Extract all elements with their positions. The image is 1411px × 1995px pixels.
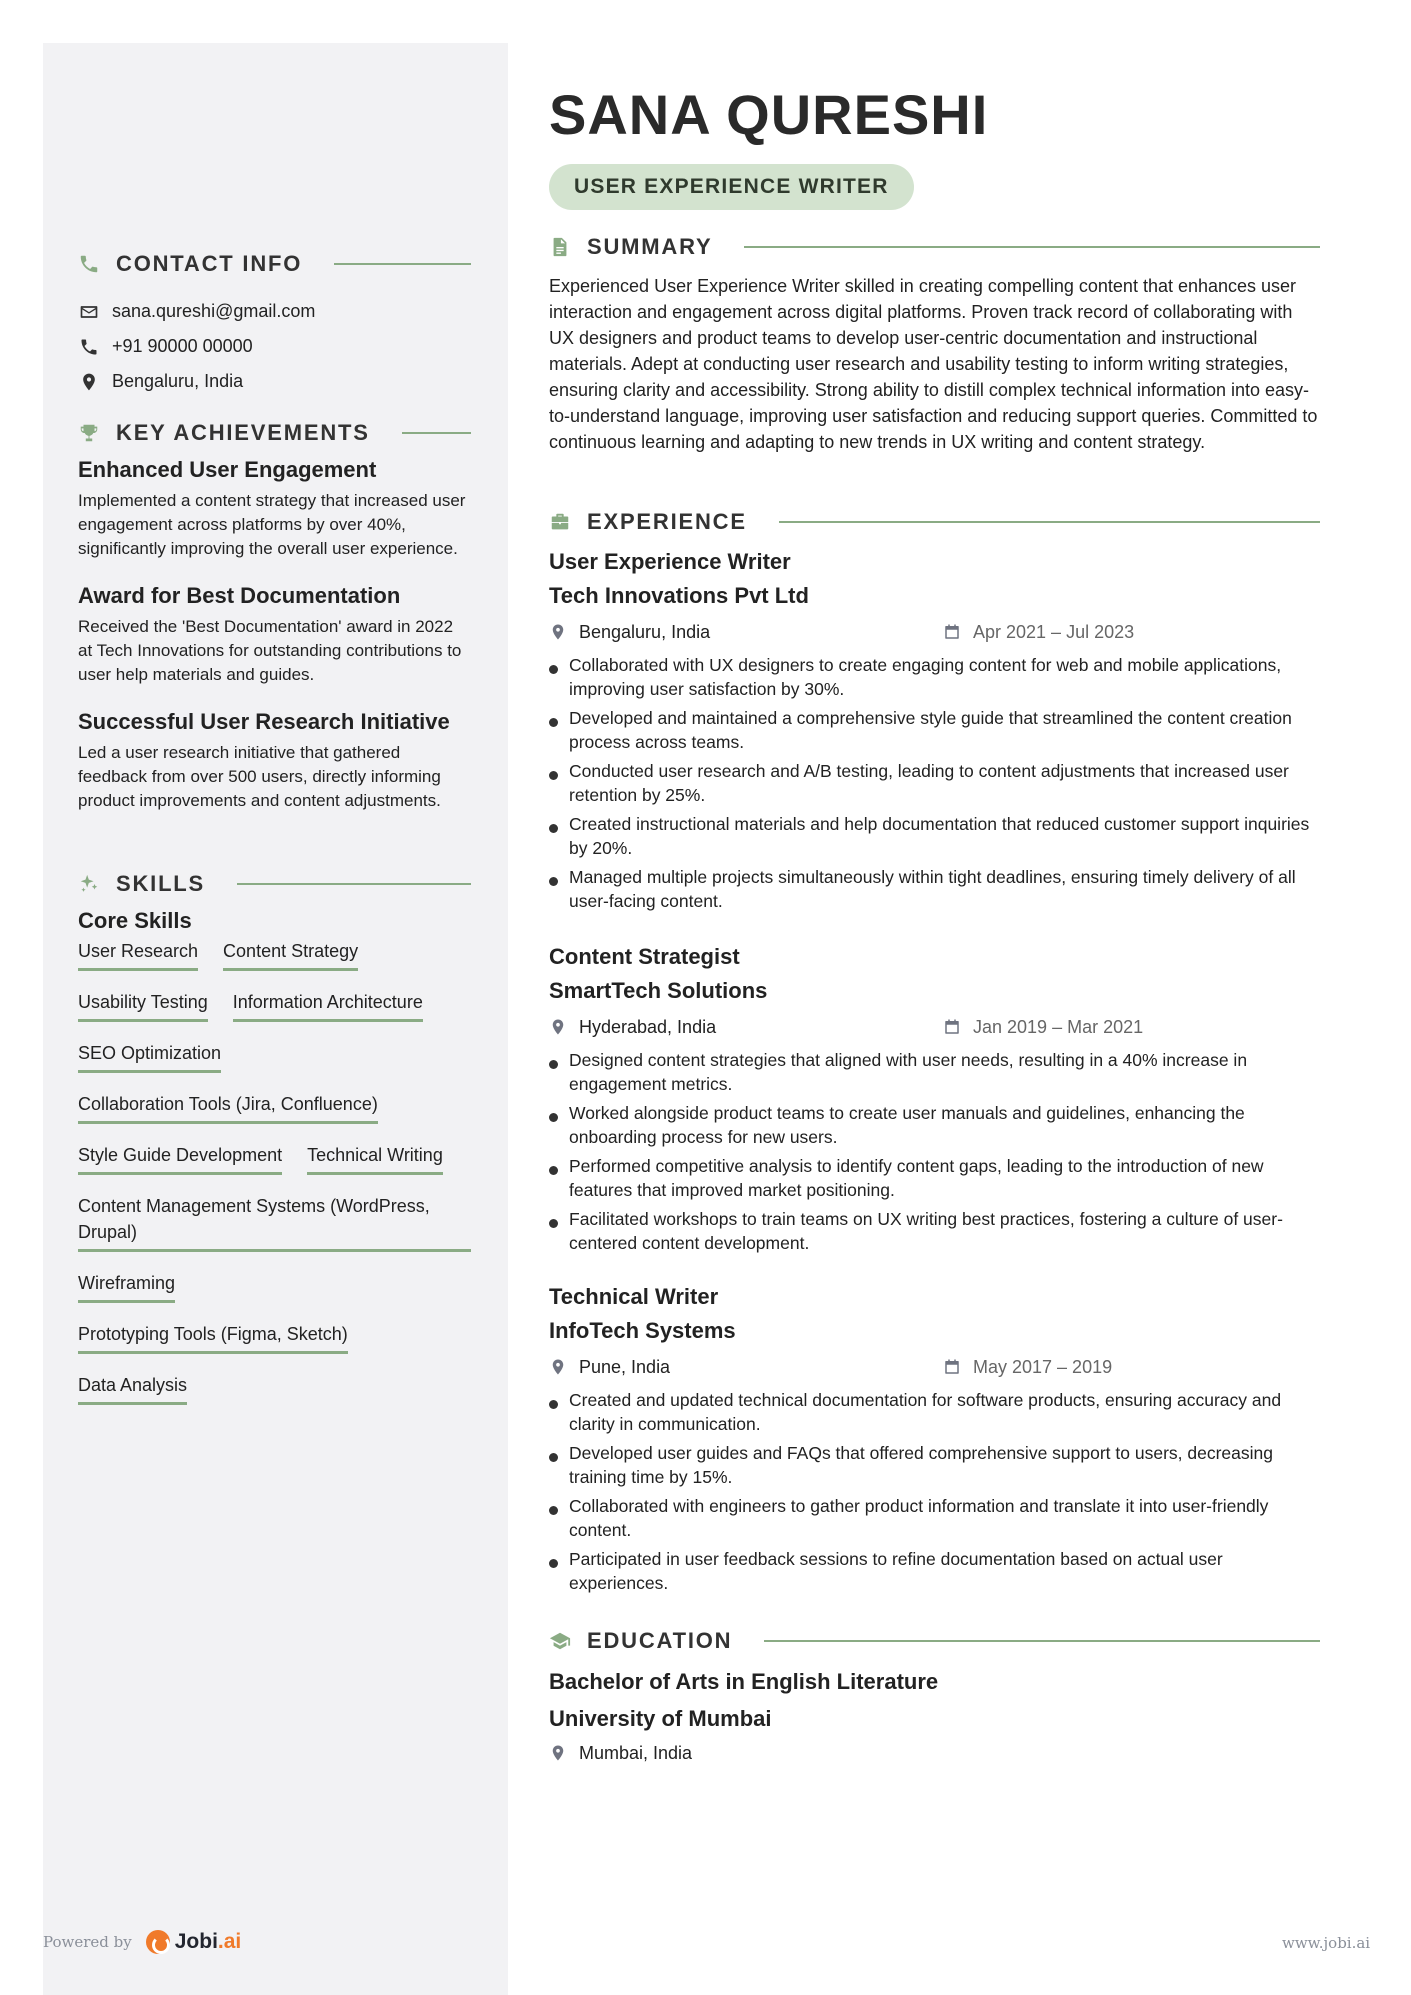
skill-list [78,938,471,1423]
achievement-title: Enhanced User Engagement [78,457,377,482]
education-section-header [549,1626,1320,1656]
job-bullet: Performed competitive analysis to identify content gaps, leading to the introduction of new features that improved market positioning. [549,1154,1320,1202]
briefcase-icon [549,511,571,533]
job-bullet: Managed multiple projects simultaneously within tight deadlines, ensuring timely delivery of all user-facing content. [549,865,1320,913]
summary-heading: SUMMARY [587,234,713,259]
calendar-icon [943,1018,961,1036]
job-bullet: Participated in user feedback sessions to refine documentation based on actual user experiences. [549,1547,1320,1595]
calendar-icon [943,623,961,641]
powered-by-footer [43,1930,241,1954]
skill-tag: User Research [78,938,198,971]
logo-text-suffix: .ai [217,1930,242,1953]
job-dates [943,1017,1143,1038]
jobi-logo[interactable] [146,1930,242,1954]
job-meta [549,617,1320,647]
skills-heading: SKILLS [116,871,206,896]
skill-tag: Wireframing [78,1270,175,1303]
achievement-description: Received the 'Best Documentation' award in 2022 at Tech Innovations for outstanding contributions to user help materials and guides. [78,617,462,684]
location-pin-icon [549,1744,567,1762]
job-bullet: Conducted user research and A/B testing, leading to content adjustments that increased user retention by 25%. [549,759,1320,807]
achievement-item [78,709,471,813]
job-bullets [549,1388,1320,1595]
skill-tag: Style Guide Development [78,1142,282,1175]
location-pin-icon [549,623,567,641]
school: University of Mumbai [549,1706,772,1731]
job-company: SmartTech Solutions [549,978,768,1003]
contact-phone[interactable] [78,329,471,364]
skill-tag: Collaboration Tools (Jira, Confluence) [78,1091,378,1124]
contact-heading: CONTACT INFO [116,251,303,276]
candidate-name: SANA QURESHI [549,83,989,146]
job-dates-text: Jan 2019 – Mar 2021 [973,1016,1144,1037]
phone-icon [78,253,100,275]
job-bullet: Facilitated workshops to train teams on UX writing best practices, fostering a culture of user-centered content development. [549,1207,1320,1255]
achievement-description: Implemented a content strategy that increased user engagement across platforms by over 40%, significantly improving the overall user experience. [78,491,466,558]
sidebar [43,43,508,1995]
phone-text: +91 90000 00000 [112,336,253,356]
logo-text: Jobi [174,1930,218,1953]
job-location-text: Pune, India [579,1356,671,1377]
achievement-item [78,583,471,687]
location-pin-icon [549,1358,567,1376]
job-company: InfoTech Systems [549,1318,736,1343]
education-heading: EDUCATION [587,1628,733,1653]
location-pin-icon [78,371,100,393]
job-entry [549,1280,1320,1600]
skill-tag: Prototyping Tools (Figma, Sketch) [78,1321,348,1354]
location-pin-icon [549,1018,567,1036]
section-divider [764,1640,1320,1642]
job-bullets [549,1048,1320,1255]
jobi-logo-icon [146,1930,170,1954]
section-divider [779,521,1320,523]
skills-section-header [78,869,471,899]
experience-heading: EXPERIENCE [587,509,747,534]
job-title: Technical Writer [549,1284,719,1309]
job-dates-text: May 2017 – 2019 [973,1356,1113,1377]
job-dates [943,622,1134,643]
job-bullet: Created and updated technical documentation for software products, ensuring accuracy and clarity in communication. [549,1388,1320,1436]
job-bullets [549,653,1320,913]
section-divider [744,246,1320,248]
skill-tag: Content Management Systems (WordPress, Drupal) [78,1193,471,1252]
contact-location [78,364,471,399]
achievements-section-header [78,418,471,448]
location-text: Bengaluru, India [112,371,244,391]
job-dates-text: Apr 2021 – Jul 2023 [973,621,1135,642]
section-divider [237,883,471,885]
job-location-text: Bengaluru, India [579,621,711,642]
email-icon [78,301,100,323]
trophy-icon [78,422,100,444]
achievement-item [78,457,471,561]
education-entry [549,1664,1320,1768]
job-entry [549,940,1320,1260]
job-bullet: Collaborated with UX designers to create engaging content for web and mobile applications, improving user satisfaction by 30%. [549,653,1320,701]
achievement-title: Successful User Research Initiative [78,709,450,734]
job-location [549,1357,943,1378]
achievements-heading: KEY ACHIEVEMENTS [116,420,370,445]
job-bullet: Worked alongside product teams to create user manuals and guidelines, enhancing the onboarding process for new users. [549,1101,1320,1149]
job-meta [549,1012,1320,1042]
summary-section-header [549,232,1320,262]
job-title: User Experience Writer [549,549,791,574]
skills-subheading: Core Skills [78,908,192,933]
experience-section-header [549,507,1320,537]
powered-by-label: Powered by [43,1933,132,1951]
job-bullet: Developed and maintained a comprehensive style guide that streamlined the content creation process across teams. [549,706,1320,754]
role-badge: USER EXPERIENCE WRITER [549,164,914,210]
skill-tag: Information Architecture [233,989,423,1022]
education-meta [549,1738,1320,1768]
summary-text: Experienced User Experience Writer skilled in creating compelling content that enhances user interaction and engagement across digital platforms. Proven track record of collaborating with UX designers and product teams to develop user-centric documentation and instructional materials. Adept at conducting user research and usability testing to inform writing strategies, ensuring clarity and accessibility. Strong ability to distill complex technical information into easy-to-understand language, improving user satisfaction and reducing support queries. Committed to continuous learning and adapting to new trends in UX writing and content strategy. [549,276,1318,452]
contact-section-header [78,249,471,279]
job-meta [549,1352,1320,1382]
achievement-description: Led a user research initiative that gathered feedback from over 500 users, directly informing product improvements and content adjustments. [78,743,441,810]
skill-tag: Data Analysis [78,1372,187,1405]
job-location [549,622,943,643]
job-bullet: Designed content strategies that aligned with user needs, resulting in a 40% increase in engagement metrics. [549,1048,1320,1096]
skill-tag: Content Strategy [223,938,358,971]
education-location [549,1743,943,1764]
job-bullet: Created instructional materials and help documentation that reduced customer support inquiries by 20%. [549,812,1320,860]
achievement-title: Award for Best Documentation [78,583,401,608]
skill-tag: SEO Optimization [78,1040,221,1073]
job-location [549,1017,943,1038]
job-bullet: Collaborated with engineers to gather product information and translate it into user-friendly content. [549,1494,1320,1542]
education-location-text: Mumbai, India [579,1742,693,1763]
achievements-list [78,457,471,835]
phone-icon [78,336,100,358]
skills-block [78,908,471,1423]
graduation-cap-icon [549,1630,571,1652]
sparkle-icon [78,873,100,895]
contact-list [78,294,471,399]
document-icon [549,236,571,258]
skill-tag: Usability Testing [78,989,208,1022]
job-entry [549,545,1320,918]
email-text: sana.qureshi@gmail.com [112,301,316,321]
contact-email[interactable] [78,294,471,329]
job-bullet: Developed user guides and FAQs that offered comprehensive support to users, decreasing training time by 15%. [549,1441,1320,1489]
job-location-text: Hyderabad, India [579,1016,717,1037]
job-dates [943,1357,1112,1378]
calendar-icon [943,1358,961,1376]
skill-tag: Technical Writing [307,1142,443,1175]
section-divider [402,432,471,434]
job-company: Tech Innovations Pvt Ltd [549,583,809,608]
job-title: Content Strategist [549,944,740,969]
degree: Bachelor of Arts in English Literature [549,1669,939,1694]
website-link[interactable]: www.jobi.ai [1282,1934,1371,1952]
section-divider [334,263,471,265]
